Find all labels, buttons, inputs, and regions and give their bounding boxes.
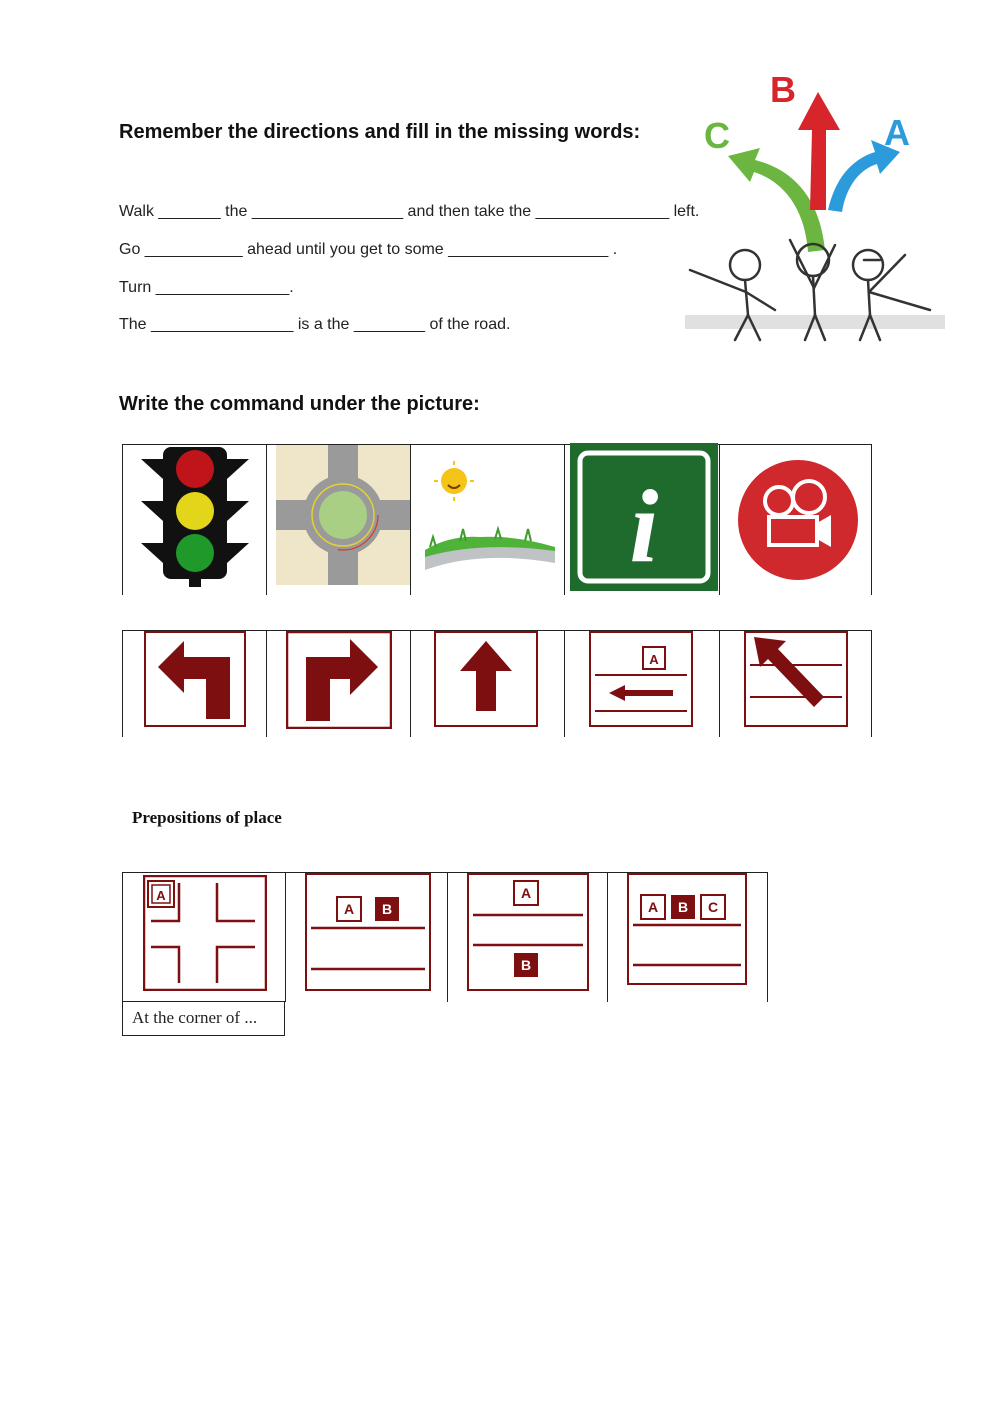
commands-row bbox=[122, 630, 872, 737]
command-cell-1 bbox=[123, 631, 267, 737]
preposition-cell-4 bbox=[607, 873, 768, 1002]
prepositions-row bbox=[122, 872, 768, 1002]
roundabout-icon bbox=[276, 445, 410, 585]
opposite-label-a: A bbox=[520, 885, 532, 901]
corner-label-a: A bbox=[156, 888, 166, 903]
command-cell-4 bbox=[564, 631, 720, 737]
corner-diagram-icon bbox=[143, 875, 267, 991]
letter-a: A bbox=[884, 112, 910, 153]
section3-title: Prepositions of place bbox=[132, 808, 282, 827]
command-cell-3 bbox=[410, 631, 565, 737]
between-diagram-icon bbox=[627, 873, 747, 985]
information-sign-icon bbox=[570, 443, 718, 591]
go-past-label: A bbox=[649, 652, 659, 667]
pavement-icon bbox=[420, 455, 560, 585]
picture-cell-2 bbox=[266, 445, 411, 595]
next-to-label-b: B bbox=[381, 901, 393, 917]
info-glyph: i bbox=[629, 469, 659, 584]
picture-cell-1 bbox=[123, 445, 267, 595]
straight-ahead-arrow-icon bbox=[434, 631, 538, 727]
directions-arrows-icon bbox=[680, 60, 950, 345]
picture-cell-4 bbox=[564, 445, 720, 595]
between-label-a: A bbox=[647, 899, 659, 915]
fill-line-3: Turn _______________. bbox=[119, 279, 294, 296]
caption-cell bbox=[122, 1001, 285, 1036]
command-cell-5 bbox=[719, 631, 872, 737]
fill-line-4: The ________________ is a the ________ of the road. bbox=[119, 316, 511, 333]
section1-title: Remember the directions and fill in the missing words: bbox=[119, 121, 641, 143]
fill-line-1: Walk _______ the _________________ and then take the _______________ left. bbox=[119, 203, 700, 220]
traffic-light-icon bbox=[139, 445, 251, 587]
picture-cell-5 bbox=[719, 445, 872, 595]
between-label-c: C bbox=[707, 899, 719, 915]
directions-illustration bbox=[680, 60, 950, 345]
next-to-diagram-icon bbox=[305, 873, 431, 991]
go-past-arrow-icon bbox=[589, 631, 693, 727]
cinema-icon bbox=[737, 459, 859, 581]
between-label-b: B bbox=[677, 899, 689, 915]
turn-left-arrow-icon bbox=[144, 631, 246, 727]
picture-cell-3 bbox=[410, 445, 565, 595]
preposition-cell-3 bbox=[447, 873, 608, 1002]
fill-line-2: Go ___________ ahead until you get to some __________________ . bbox=[119, 241, 618, 258]
cross-road-arrow-icon bbox=[744, 631, 848, 727]
pictures-row bbox=[122, 444, 872, 595]
next-to-label-a: A bbox=[343, 901, 355, 917]
preposition-cell-1 bbox=[123, 873, 286, 1002]
command-cell-2 bbox=[266, 631, 411, 737]
opposite-diagram-icon bbox=[467, 873, 589, 991]
letter-c: C bbox=[704, 115, 730, 156]
corner-caption: At the corner of ... bbox=[132, 1008, 258, 1027]
turn-right-arrow-icon bbox=[286, 631, 392, 729]
section2-title: Write the command under the picture: bbox=[119, 393, 480, 415]
preposition-cell-2 bbox=[285, 873, 448, 1002]
opposite-label-b: B bbox=[520, 957, 532, 973]
letter-b: B bbox=[770, 69, 796, 110]
